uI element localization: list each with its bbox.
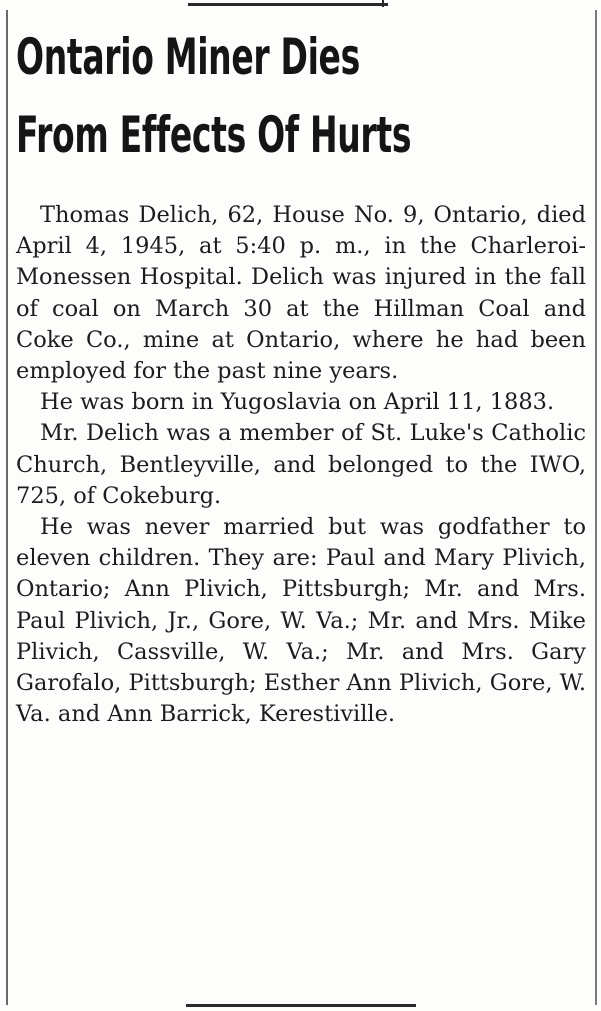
paragraph-4: He was never married but was godfather to eleven children. They are: Paul and Mary Plivich, Ontario; Ann Plivich, Pittsburgh; Mr. and Mrs. Paul Plivich, Jr., Gore, W. Va.; Mr. and Mrs. Mike Plivich, Cassville, W. Va.; Mr. and Mrs. Gary Garofalo, Pittsburgh; Esther Ann Plivich, Gore, W. Va. and Ann Barrick, Kerestiville. (16, 514, 586, 728)
paragraph-1: Thomas Delich, 62, House No. 9, Ontario, died April 4, 1945, at 5:40 p. m., in the Charleroi-Monessen Hospital. Delich was injured in the fall of coal on March 30 at the Hillman Coal and Coke Co., mine at Ontario, where he had been employed for the past nine years. (16, 202, 586, 385)
headline-line-1: Ontario Miner Dies (16, 28, 360, 86)
paragraph-3: Mr. Delich was a member of St. Luke's Catholic Church, Bentleyville, and belonged to the IWO, 725, of Cokeburg. (16, 420, 586, 509)
article-body (16, 200, 586, 730)
right-border (595, 10, 597, 1005)
headline-line-2: From Effects Of Hurts (16, 106, 412, 164)
bottom-rule (186, 1004, 416, 1007)
headline (16, 18, 412, 174)
left-border (6, 10, 8, 1005)
paragraph-2: He was born in Yugoslavia on April 11, 1883. (40, 389, 555, 416)
top-rule (188, 3, 388, 6)
